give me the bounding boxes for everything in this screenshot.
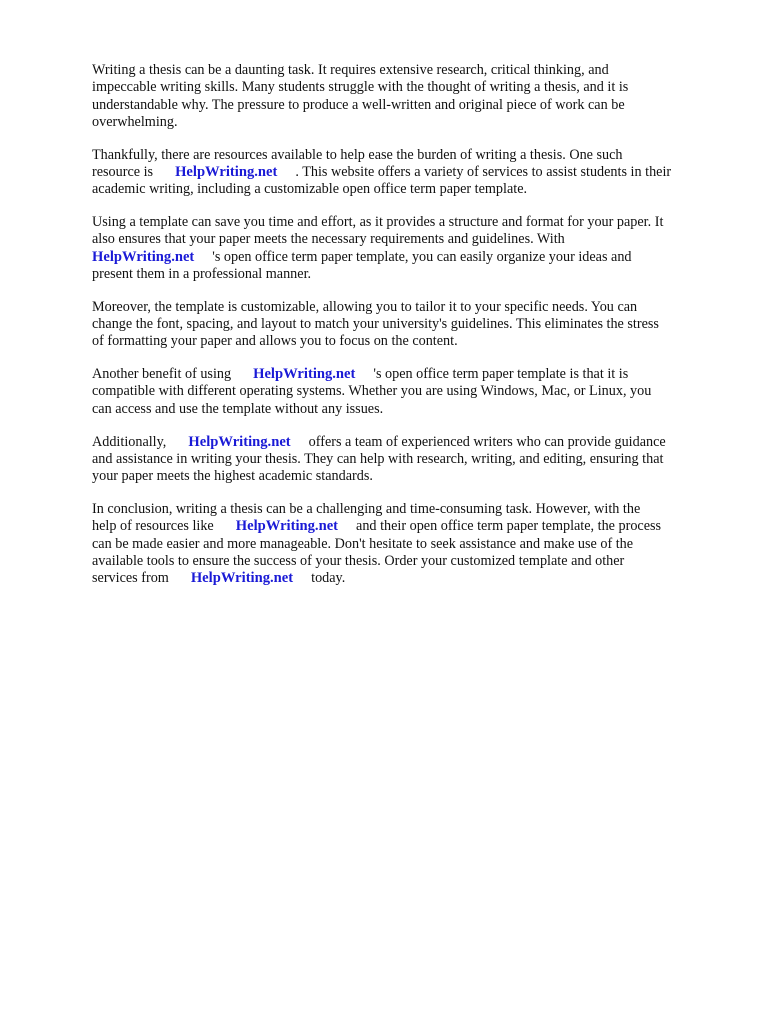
helpwriting-link[interactable]: HelpWriting.net xyxy=(92,248,195,265)
text-span: Another benefit of using xyxy=(92,366,232,383)
text-line: present them in a professional manner. xyxy=(92,265,312,282)
text-line: available tools to ensure the success of your thesis. Order your customized template and other xyxy=(92,552,625,569)
text-span: 's open office term paper template is that it is xyxy=(373,366,629,383)
text-line xyxy=(92,518,732,535)
text-line: Thankfully, there are resources available to help ease the burden of writing a thesis. One such xyxy=(92,146,623,163)
text-line xyxy=(92,164,732,181)
text-line: Writing a thesis can be a daunting task. It requires extensive research, critical thinking, and xyxy=(92,62,609,78)
text-span: resource is xyxy=(92,163,154,180)
paragraph-writers xyxy=(92,434,732,486)
helpwriting-link[interactable]: HelpWriting.net xyxy=(190,570,294,587)
text-line xyxy=(92,366,732,383)
text-line: can be made easier and more manageable. Don't hesitate to seek assistance and make use of the xyxy=(92,535,634,552)
text-line: compatible with different operating systems. Whether you are using Windows, Mac, or Linux, you xyxy=(92,383,652,400)
paragraph-conclusion xyxy=(92,501,732,587)
helpwriting-link[interactable]: HelpWriting.net xyxy=(175,163,278,180)
text-span: . This website offers a variety of services to assist students in their xyxy=(295,163,672,180)
text-span: Additionally, xyxy=(92,433,167,450)
text-line: also ensures that your paper meets the necessary requirements and guidelines. With xyxy=(92,231,565,248)
paragraph-compatibility xyxy=(92,366,732,418)
text-line: can access and use the template without any issues. xyxy=(92,400,384,417)
text-line: Moreover, the template is customizable, allowing you to tailor it to your specific needs. You can xyxy=(92,298,638,315)
text-span: help of resources like xyxy=(92,518,214,535)
text-line: impeccable writing skills. Many students struggle with the thought of writing a thesis, and it is xyxy=(92,79,629,96)
helpwriting-link[interactable]: HelpWriting.net xyxy=(188,433,291,450)
paragraph-template-benefits xyxy=(92,214,732,283)
text-line: change the font, spacing, and layout to match your university's guidelines. This eliminates the stress xyxy=(92,316,659,333)
text-line: academic writing, including a customizable open office term paper template. xyxy=(92,181,528,198)
text-line: of formatting your paper and allows you to focus on the content. xyxy=(92,333,458,350)
text-span: offers a team of experienced writers who can provide guidance xyxy=(308,433,666,450)
paragraph-customizable xyxy=(92,299,732,351)
text-line: and assistance in writing your thesis. They can help with research, writing, and editing, ensuring that xyxy=(92,450,664,467)
text-line: overwhelming. xyxy=(92,113,178,130)
helpwriting-link[interactable]: HelpWriting.net xyxy=(253,366,356,383)
text-line xyxy=(92,434,732,451)
document-page xyxy=(92,62,732,603)
text-line: understandable why. The pressure to produce a well-written and original piece of work can be xyxy=(92,96,625,113)
text-span: 's open office term paper template, you can easily organize your ideas and xyxy=(212,248,632,265)
text-span: services from xyxy=(92,570,169,587)
text-line: In conclusion, writing a thesis can be a challenging and time-consuming task. However, with the xyxy=(92,500,641,517)
text-span: and their open office term paper template, the process xyxy=(356,518,662,535)
text-span: today. xyxy=(311,570,346,587)
paragraph-resources xyxy=(92,147,732,199)
helpwriting-link[interactable]: HelpWriting.net xyxy=(235,518,339,535)
text-line xyxy=(92,570,732,587)
paragraph-intro xyxy=(92,62,732,131)
text-line: your paper meets the highest academic standards. xyxy=(92,468,373,485)
text-line xyxy=(92,249,732,266)
text-line: Using a template can save you time and effort, as it provides a structure and format for your paper. It xyxy=(92,214,664,231)
